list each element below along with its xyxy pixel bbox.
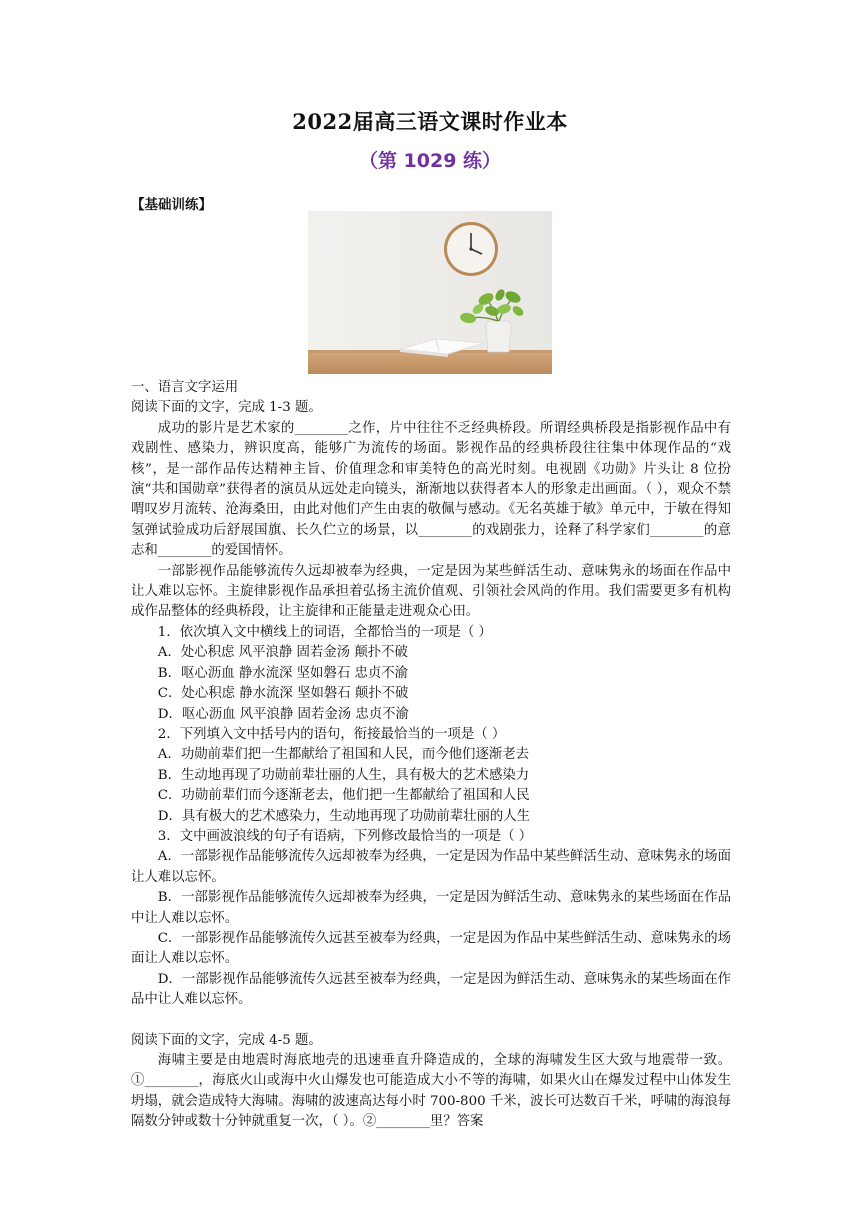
- q1-option-b: B．呕心沥血 静水流深 坚如磐石 忠贞不渝: [157, 665, 409, 681]
- section-label: 【基础训练】: [131, 197, 212, 213]
- question-3: 3．文中画波浪线的句子有语病，下列修改最恰当的一项是（ ）: [157, 828, 533, 844]
- clock-plant-book-photo: [308, 211, 552, 374]
- q1-option-c: C．处心积虑 静水流深 坚如磐石 颠扑不破: [157, 686, 409, 702]
- page-title: 2022届高三语文课时作业本: [292, 109, 568, 134]
- q2-option-d: D．具有极大的艺术感染力，生动地再现了功勋前辈壮丽的人生: [157, 808, 531, 824]
- passage-paragraph: 成功的影片是艺术家的________之作，片中往往不乏经典桥段。所谓经典桥段是指影视作品中有戏剧性、感染力，辨识度高，能够广为流传的场面。影视作品的经典桥段往往集中体现作品的“戏核”，是一部作品传达精神主旨、价值理念和审美特色的高光时刻。电视剧《功勋》片头让 8 位扮演“共和国勋章”获得者的演员从远处走向镜头，渐渐地以获得者本人的形象走出画面。（ ），观众不禁喟叹岁月流转、沧海桑田，由此对他们产生由衷的敬佩与感动。《无名英雄于敏》单元中，于敏在得知氢弹试验成功后舒展国旗、长久伫立的场景，以________的戏剧张力，诠释了科学家们________的意志和________的爱国情怀。: [131, 420, 731, 559]
- q1-option-d: D．呕心沥血 风平浪静 固若金汤 忠贞不渝: [157, 706, 409, 722]
- document-body: [131, 378, 731, 1133]
- q2-option-b: B．生动地再现了功勋前辈壮丽的人生，具有极大的艺术感染力: [157, 767, 530, 783]
- part1-instruction: 阅读下面的文字，完成 1-3 题。: [131, 400, 322, 416]
- page-subtitle: （第 1029 练）: [358, 150, 502, 172]
- q3-option-c: C．一部影视作品能够流传久远甚至被奉为经典，一定是因为作品中某些鲜活生动、意味隽永的场面让人难以忘怀。: [131, 930, 731, 967]
- question-1: 1．依次填入文中横线上的词语，全都恰当的一项是（ ）: [157, 624, 492, 640]
- q2-option-c: C．功勋前辈们而今逐渐老去，他们把一生都献给了祖国和人民: [157, 788, 530, 804]
- q1-option-a: A．处心积虑 风平浪静 固若金汤 颠扑不破: [157, 645, 408, 661]
- passage-paragraph: 一部影视作品能够流传久远却被奉为经典，一定是因为某些鲜活生动、意味隽永的场面在作品中让人难以忘怀。主旋律影视作品承担着弘扬主流价值观、引领社会风尚的作用。我们需要更多有机构成作品整体的经典桥段，让主旋律和正能量走进观众心田。: [131, 563, 731, 620]
- q3-option-a: A．一部影视作品能够流传久远却被奉为经典，一定是因为作品中某些鲜活生动、意味隽永的场面让人难以忘怀。: [131, 849, 731, 885]
- q3-option-b: B．一部影视作品能够流传久远却被奉为经典，一定是因为鲜活生动、意味隽永的某些场面在作品中让人难以忘怀。: [131, 890, 731, 926]
- q3-option-d: D．一部影视作品能够流传久远甚至被奉为经典，一定是因为鲜活生动、意味隽永的某些场面在作品中让人难以忘怀。: [131, 971, 731, 1008]
- passage-paragraph: 海啸主要是由地震时海底地壳的迅速垂直升降造成的，全球的海啸发生区大致与地震带一致。①________，海底火山或海中火山爆发也可能造成大小不等的海啸，如果火山在爆发过程中山体发生坍塌，就会造成特大海啸。海啸的波速高达每小时 700-800 千米，波长可达数百千米，呼啸的海浪每隔数分钟或数十分钟就重复一次，（ ）。②________里？答案: [131, 1053, 731, 1130]
- part2-instruction: 阅读下面的文字，完成 4-5 题。: [131, 1032, 322, 1048]
- q2-option-a: A．功勋前辈们把一生都献给了祖国和人民，而今他们逐渐老去: [157, 747, 530, 763]
- part1-heading: 一、语言文字运用: [131, 380, 239, 395]
- spacer: [131, 1011, 731, 1031]
- question-2: 2．下列填入文中括号内的语句，衔接最恰当的一项是（ ）: [157, 726, 506, 742]
